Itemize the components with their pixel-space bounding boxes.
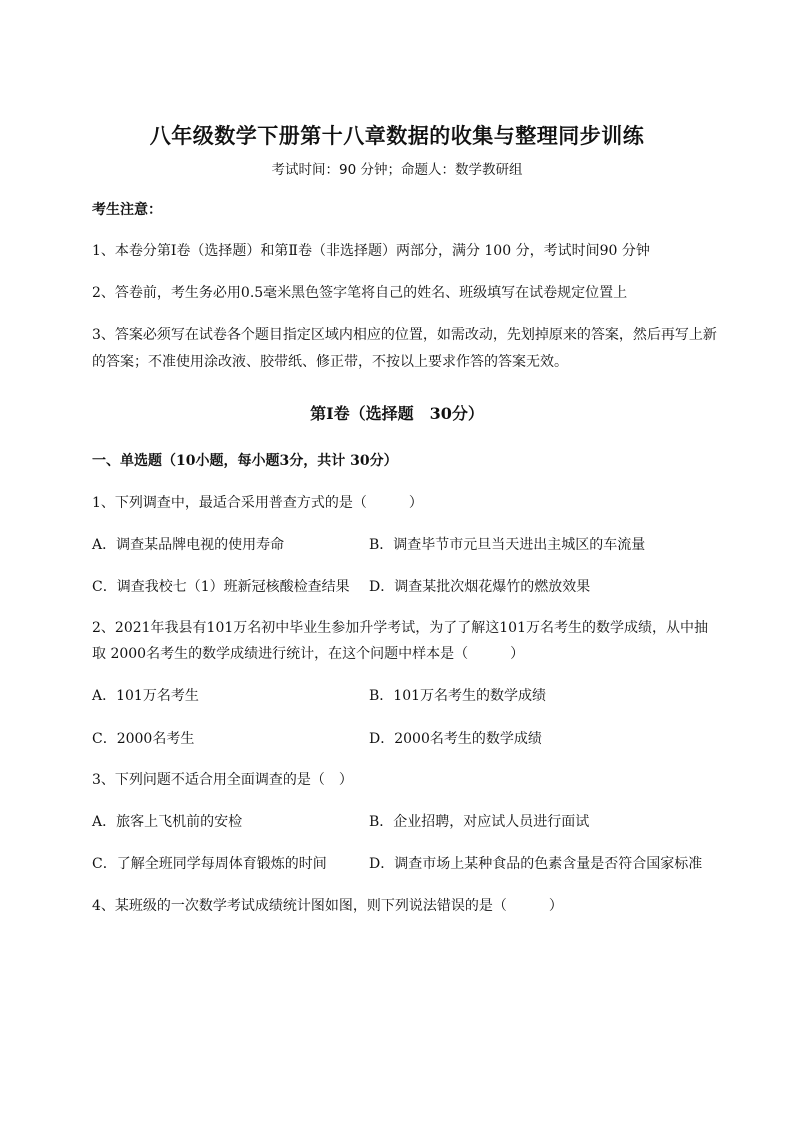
question-stem: 4、某班级的一次数学考试成绩统计图如图，则下列说法错误的是（ ） [92, 898, 563, 914]
question-stem: 1、下列调查中，最适合采用普查方式的是（ ） [92, 495, 423, 511]
option-a: A．101万名考生 [92, 688, 199, 704]
option-d: D．调查市场上某种食品的色素含量是否符合国家标准 [369, 856, 703, 872]
option-b: B．101万名考生的数学成绩 [369, 688, 547, 704]
page-title: 八年级数学下册第十八章数据的收集与整理同步训练 [149, 123, 645, 148]
option-d: D．2000名考生的数学成绩 [369, 731, 542, 747]
option-a: A．调查某品牌电视的使用寿命 [92, 537, 285, 553]
part-title: 第Ⅰ卷（选择题 30分） [310, 404, 484, 423]
option-d: D．调查某批次烟花爆竹的燃放效果 [369, 579, 591, 595]
option-c: C．了解全班同学每周体育锻炼的时间 [92, 856, 327, 872]
option-c: C．调查我校七（1）班新冠核酸检查结果 [92, 579, 350, 595]
notice-item-continued: 的答案；不准使用涂改液、胶带纸、修正带，不按以上要求作答的答案无效。 [92, 354, 568, 370]
section-heading: 一、单选题（10小题，每小题3分，共计 30分） [92, 453, 398, 469]
option-b: B．调查毕节市元旦当天进出主城区的车流量 [369, 537, 646, 553]
option-c: C．2000名考生 [92, 731, 195, 747]
option-b: B．企业招聘，对应试人员进行面试 [369, 814, 590, 830]
question-stem: 2、2021年我县有101万名初中毕业生参加升学考试，为了了解这101万名考生的数学成绩，从中抽 [92, 620, 708, 636]
notice-item: 2、答卷前，考生务必用0.5毫米黑色签字笔将自己的姓名、班级填写在试卷规定位置上 [92, 285, 628, 301]
option-a: A．旅客上飞机前的安检 [92, 814, 243, 830]
notice-item: 1、本卷分第Ⅰ卷（选择题）和第Ⅱ卷（非选择题）两部分，满分 100 分，考试时间90 分钟 [92, 243, 650, 259]
exam-info: 考试时间：90 分钟；命题人：数学教研组 [271, 162, 523, 178]
notice-heading: 考生注意： [92, 202, 162, 218]
notice-item: 3、答案必须写在试卷各个题目指定区域内相应的位置，如需改动，先划掉原来的答案，然后再写上新 [92, 327, 717, 343]
question-stem-continued: 取 2000名考生的数学成绩进行统计，在这个问题中样本是（ ） [92, 646, 525, 662]
question-stem: 3、下列问题不适合用全面调查的是（ ） [92, 772, 353, 788]
